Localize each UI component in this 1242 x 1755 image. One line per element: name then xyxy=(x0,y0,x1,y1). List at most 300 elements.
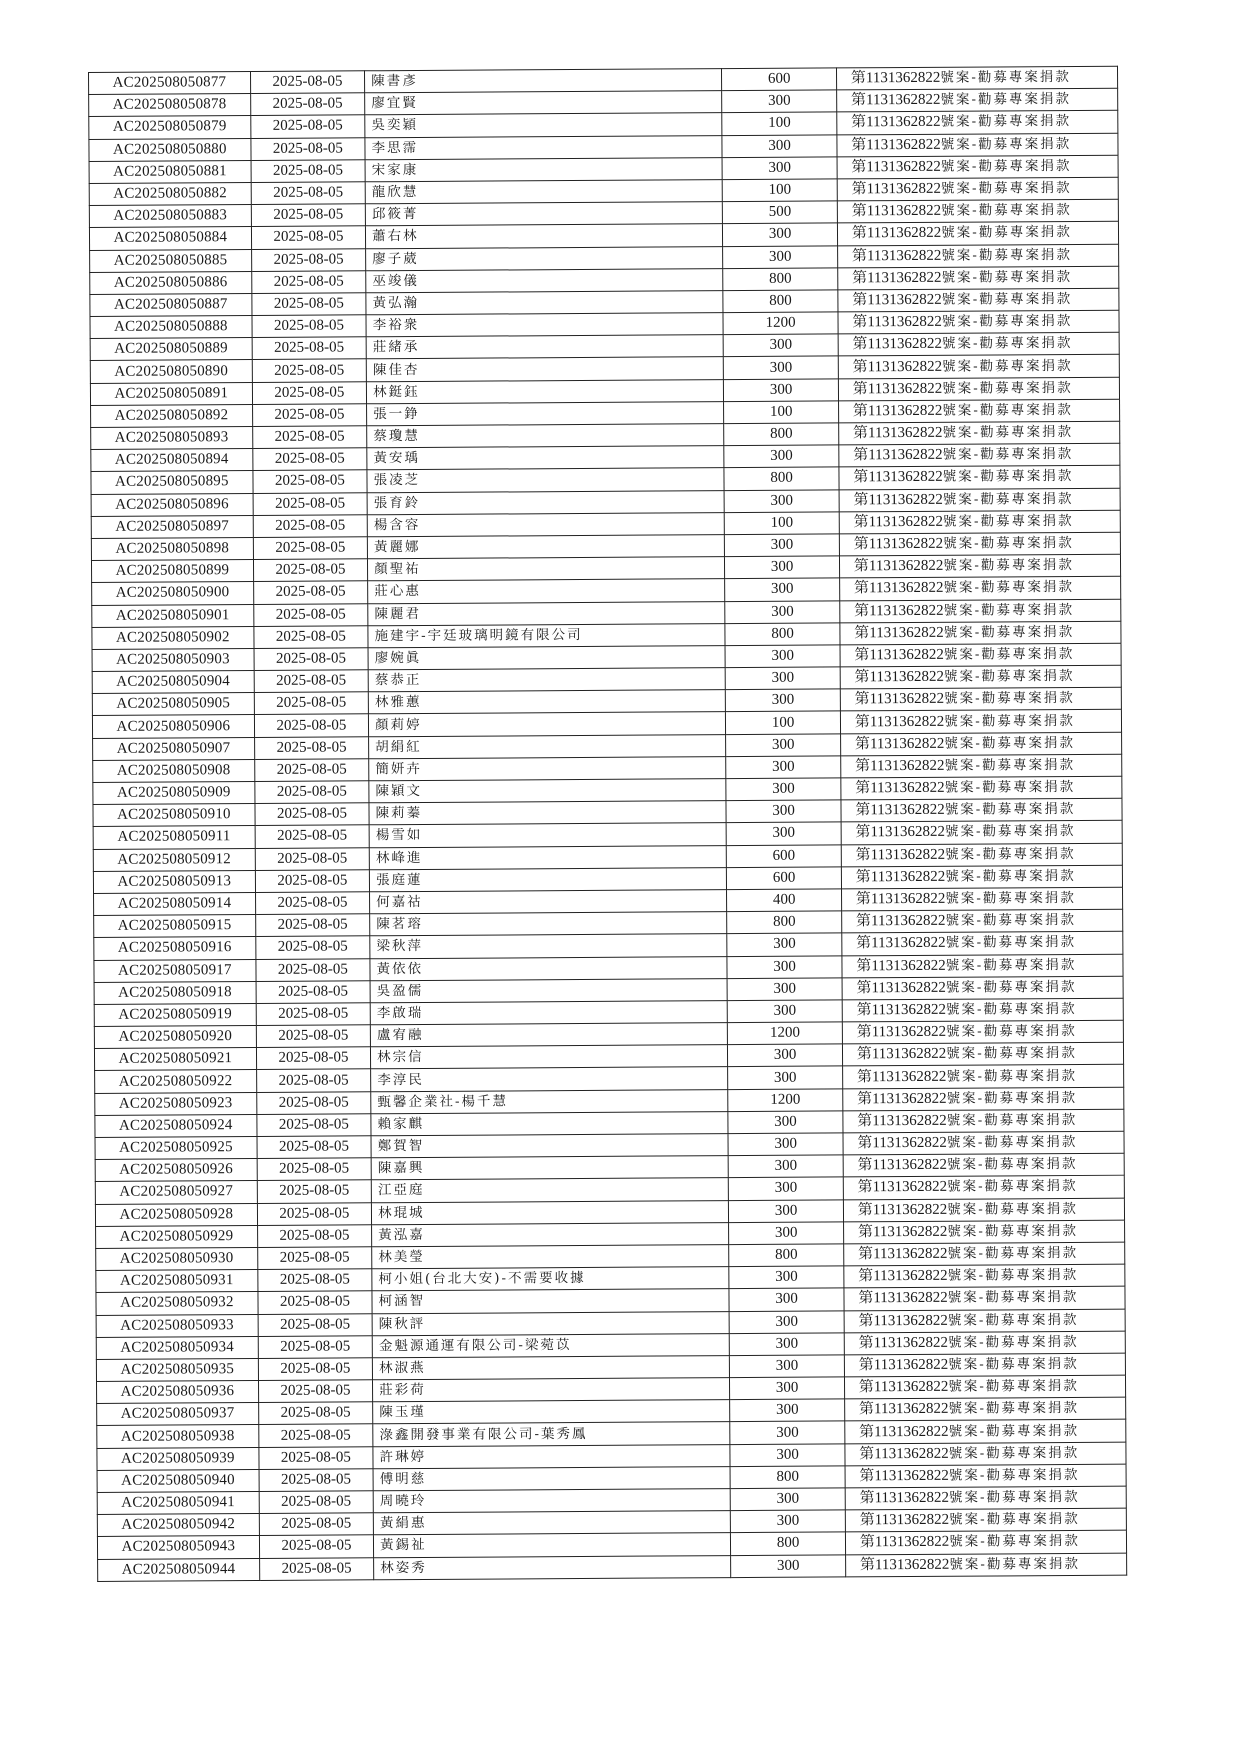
date-cell: 2025-08-05 xyxy=(252,315,367,338)
receipt-id-cell: AC202508050896 xyxy=(91,493,253,516)
description-cell xyxy=(845,1508,1126,1532)
receipt-id-cell: AC202508050935 xyxy=(96,1358,258,1381)
case-purpose: 號案-勸募專案捐款 xyxy=(940,157,1072,175)
case-number: 第1131362822 xyxy=(852,402,943,420)
description-cell xyxy=(844,1353,1125,1377)
case-purpose: 號案-勸募專案捐款 xyxy=(944,712,1075,730)
case-purpose: 號案-勸募專案捐款 xyxy=(943,668,1075,685)
donor-name-cell: 陳麗君 xyxy=(368,601,725,625)
case-number: 第1131362822 xyxy=(854,602,944,619)
amount-cell: 300 xyxy=(726,756,841,779)
receipt-id-cell: AC202508050934 xyxy=(96,1336,258,1359)
case-number: 第1131362822 xyxy=(856,1001,947,1019)
description-cell xyxy=(837,244,1118,268)
description-cell xyxy=(839,510,1120,534)
case-purpose: 號案-勸募專案捐款 xyxy=(948,1355,1079,1373)
date-cell: 2025-08-05 xyxy=(253,470,368,493)
receipt-id-cell: AC202508050940 xyxy=(97,1469,259,1492)
case-purpose: 號案-勸募專案捐款 xyxy=(947,1267,1079,1284)
case-number: 第1131362822 xyxy=(853,491,943,508)
date-cell: 2025-08-05 xyxy=(258,1380,373,1403)
description-cell xyxy=(837,177,1118,201)
case-purpose: 號案-勸募專案捐款 xyxy=(941,202,1072,220)
description-cell xyxy=(842,1020,1123,1044)
date-cell: 2025-08-05 xyxy=(255,870,370,893)
case-number: 第1131362822 xyxy=(855,824,945,841)
case-number: 第1131362822 xyxy=(852,269,942,287)
date-cell: 2025-08-05 xyxy=(259,1491,374,1514)
receipt-id-cell: AC202508050928 xyxy=(95,1203,257,1226)
case-purpose: 號案-勸募專案捐款 xyxy=(945,845,1076,863)
receipt-id-cell: AC202508050903 xyxy=(92,648,254,671)
receipt-id-cell: AC202508050889 xyxy=(90,338,252,361)
date-cell: 2025-08-05 xyxy=(253,581,368,604)
description-cell xyxy=(845,1553,1126,1577)
description-cell xyxy=(838,399,1119,423)
donor-name-cell: 江亞庭 xyxy=(371,1178,728,1202)
description-cell xyxy=(842,1042,1123,1066)
case-purpose: 號案-勸募專案捐款 xyxy=(943,645,1075,663)
case-number: 第1131362822 xyxy=(856,957,946,974)
donor-name-cell: 黃弘瀚 xyxy=(366,290,723,314)
donor-name-cell: 李思霈 xyxy=(365,135,722,159)
donor-name-cell: 龍欣慧 xyxy=(365,180,722,204)
description-cell xyxy=(845,1531,1126,1555)
receipt-id-cell: AC202508050942 xyxy=(97,1514,259,1537)
date-cell: 2025-08-05 xyxy=(258,1424,373,1447)
case-number: 第1131362822 xyxy=(850,92,941,109)
case-number: 第1131362822 xyxy=(855,868,946,886)
donor-name-cell: 楊雪如 xyxy=(369,823,726,847)
case-number: 第1131362822 xyxy=(859,1423,949,1440)
case-purpose: 號案-勸募專案捐款 xyxy=(943,579,1075,597)
receipt-id-cell: AC202508050936 xyxy=(96,1381,258,1404)
date-cell: 2025-08-05 xyxy=(250,71,365,94)
date-cell: 2025-08-05 xyxy=(258,1269,373,1292)
case-purpose: 號案-勸募專案捐款 xyxy=(949,1533,1080,1551)
date-cell: 2025-08-05 xyxy=(256,1091,371,1114)
date-cell: 2025-08-05 xyxy=(252,359,367,382)
amount-cell: 300 xyxy=(726,778,841,801)
date-cell: 2025-08-05 xyxy=(259,1469,374,1492)
case-purpose: 號案-勸募專案捐款 xyxy=(944,779,1076,796)
case-number: 第1131362822 xyxy=(857,1179,948,1196)
amount-cell: 100 xyxy=(725,512,840,535)
donor-name-cell: 施建宇-宇廷玻璃明鏡有限公司 xyxy=(368,623,725,647)
receipt-id-cell: AC202508050905 xyxy=(92,693,254,716)
case-number: 第1131362822 xyxy=(851,225,942,242)
description-cell xyxy=(838,355,1119,379)
date-cell: 2025-08-05 xyxy=(251,182,366,205)
receipt-id-cell: AC202508050899 xyxy=(91,560,253,583)
receipt-id-cell: AC202508050882 xyxy=(89,182,251,205)
amount-cell: 300 xyxy=(724,356,839,379)
description-cell xyxy=(836,88,1117,112)
receipt-id-cell: AC202508050944 xyxy=(98,1558,260,1581)
amount-cell: 300 xyxy=(731,1488,846,1511)
receipt-id-cell: AC202508050929 xyxy=(96,1225,258,1248)
receipt-id-cell: AC202508050911 xyxy=(93,826,255,849)
case-purpose: 號案-勸募專案捐款 xyxy=(948,1489,1080,1506)
case-purpose: 號案-勸募專案捐款 xyxy=(945,978,1077,996)
donor-name-cell: 賴家麒 xyxy=(371,1111,728,1135)
donor-name-cell: 陳穎文 xyxy=(369,779,726,803)
amount-cell: 300 xyxy=(727,978,842,1001)
case-number: 第1131362822 xyxy=(853,580,944,597)
description-cell xyxy=(836,66,1117,90)
receipt-id-cell: AC202508050930 xyxy=(96,1247,258,1270)
case-purpose: 號案-勸募專案捐款 xyxy=(941,290,1073,308)
case-number: 第1131362822 xyxy=(855,779,945,797)
description-cell xyxy=(841,798,1122,822)
receipt-id-cell: AC202508050931 xyxy=(96,1270,258,1293)
donor-name-cell: 林琨城 xyxy=(372,1200,729,1224)
date-cell: 2025-08-05 xyxy=(253,492,368,515)
case-number: 第1131362822 xyxy=(856,1023,947,1041)
amount-cell: 300 xyxy=(723,245,838,268)
receipt-id-cell: AC202508050894 xyxy=(91,449,253,472)
case-number: 第1131362822 xyxy=(858,1312,948,1329)
date-cell: 2025-08-05 xyxy=(251,226,366,249)
date-cell: 2025-08-05 xyxy=(254,714,369,737)
amount-cell: 300 xyxy=(722,90,837,113)
donor-name-cell: 蔡瓊慧 xyxy=(367,424,724,448)
date-cell: 2025-08-05 xyxy=(259,1557,374,1580)
amount-cell: 800 xyxy=(723,290,838,313)
description-cell xyxy=(844,1331,1125,1355)
description-cell xyxy=(838,288,1119,312)
case-number: 第1131362822 xyxy=(850,69,941,87)
case-number: 第1131362822 xyxy=(853,535,944,553)
date-cell: 2025-08-05 xyxy=(258,1335,373,1358)
case-number: 第1131362822 xyxy=(859,1534,950,1551)
description-cell xyxy=(837,133,1118,157)
case-purpose: 號案-勸募專案捐款 xyxy=(947,1178,1078,1196)
description-cell xyxy=(841,865,1122,889)
description-cell xyxy=(843,1087,1124,1111)
date-cell: 2025-08-05 xyxy=(256,958,371,981)
date-cell: 2025-08-05 xyxy=(250,93,365,116)
amount-cell: 1200 xyxy=(723,312,838,335)
date-cell: 2025-08-05 xyxy=(254,759,369,782)
donor-name-cell: 蕭右林 xyxy=(366,224,723,248)
receipt-id-cell: AC202508050881 xyxy=(89,160,251,183)
case-purpose: 號案-勸募專案捐款 xyxy=(945,890,1076,907)
donor-name-cell: 黃泓嘉 xyxy=(372,1222,729,1246)
receipt-id-cell: AC202508050906 xyxy=(92,715,254,738)
date-cell: 2025-08-05 xyxy=(257,1136,372,1159)
donor-name-cell: 張育鈴 xyxy=(367,490,724,514)
receipt-id-cell: AC202508050912 xyxy=(93,848,255,871)
receipt-id-cell: AC202508050904 xyxy=(92,671,254,694)
donor-name-cell: 陳嘉興 xyxy=(371,1156,728,1180)
date-cell: 2025-08-05 xyxy=(253,448,368,471)
case-purpose: 號案-勸募專案捐款 xyxy=(948,1400,1080,1418)
amount-cell: 800 xyxy=(723,268,838,291)
date-cell: 2025-08-05 xyxy=(258,1291,373,1314)
case-purpose: 號案-勸募專案捐款 xyxy=(947,1200,1078,1218)
amount-cell: 300 xyxy=(728,1044,843,1067)
amount-cell: 100 xyxy=(722,112,837,135)
description-cell xyxy=(842,954,1123,978)
amount-cell: 300 xyxy=(725,645,840,668)
case-purpose: 號案-勸募專案捐款 xyxy=(944,690,1075,708)
description-cell xyxy=(845,1420,1126,1444)
case-number: 第1131362822 xyxy=(859,1445,949,1463)
case-purpose: 號案-勸募專案捐款 xyxy=(946,1156,1078,1174)
case-purpose: 號案-勸募專案捐款 xyxy=(940,113,1072,131)
date-cell: 2025-08-05 xyxy=(253,515,368,538)
receipt-id-cell: AC202508050907 xyxy=(93,737,255,760)
case-purpose: 號案-勸募專案捐款 xyxy=(942,401,1073,419)
case-number: 第1131362822 xyxy=(855,912,946,930)
donor-name-cell: 陳莉蓁 xyxy=(369,801,726,825)
donor-name-cell: 黃麗娜 xyxy=(367,535,724,559)
case-purpose: 號案-勸募專案捐款 xyxy=(940,135,1072,153)
amount-cell: 300 xyxy=(726,667,841,690)
donor-name-cell: 林淑燕 xyxy=(372,1355,729,1379)
case-number: 第1131362822 xyxy=(858,1267,948,1285)
receipt-id-cell: AC202508050916 xyxy=(94,937,256,960)
receipt-id-cell: AC202508050909 xyxy=(93,781,255,804)
amount-cell: 300 xyxy=(730,1377,845,1400)
receipt-id-cell: AC202508050892 xyxy=(91,404,253,427)
receipt-id-cell: AC202508050879 xyxy=(89,116,251,139)
case-number: 第1131362822 xyxy=(851,114,941,131)
date-cell: 2025-08-05 xyxy=(256,936,371,959)
date-cell: 2025-08-05 xyxy=(256,1003,371,1026)
date-cell: 2025-08-05 xyxy=(251,248,366,271)
case-number: 第1131362822 xyxy=(858,1334,949,1352)
donation-ledger-table xyxy=(88,66,1127,1582)
case-purpose: 號案-勸募專案捐款 xyxy=(941,268,1073,286)
date-cell: 2025-08-05 xyxy=(254,670,369,693)
description-cell xyxy=(841,754,1122,778)
description-cell xyxy=(845,1464,1126,1488)
case-purpose: 號案-勸募專案捐款 xyxy=(942,490,1074,508)
description-cell xyxy=(840,665,1121,689)
description-cell xyxy=(839,554,1120,578)
description-cell xyxy=(837,222,1118,246)
receipt-id-cell: AC202508050890 xyxy=(90,360,252,383)
donor-name-cell: 林雅蕙 xyxy=(368,690,725,714)
amount-cell: 300 xyxy=(730,1399,845,1422)
amount-cell: 800 xyxy=(724,467,839,490)
donor-name-cell: 李裕衆 xyxy=(366,313,723,337)
receipt-id-cell: AC202508050913 xyxy=(93,870,255,893)
case-number: 第1131362822 xyxy=(857,1223,948,1241)
description-cell xyxy=(844,1375,1125,1399)
donor-name-cell: 張凌芝 xyxy=(367,468,724,492)
case-purpose: 號案-勸募專案捐款 xyxy=(946,1111,1078,1129)
case-number: 第1131362822 xyxy=(854,691,945,708)
description-cell xyxy=(841,776,1122,800)
amount-cell: 300 xyxy=(724,489,839,512)
date-cell: 2025-08-05 xyxy=(253,559,368,582)
date-cell: 2025-08-05 xyxy=(254,625,369,648)
receipt-id-cell: AC202508050900 xyxy=(92,582,254,605)
description-cell xyxy=(838,421,1119,445)
date-cell: 2025-08-05 xyxy=(251,160,366,183)
case-purpose: 號案-勸募專案捐款 xyxy=(941,246,1073,264)
receipt-id-cell: AC202508050888 xyxy=(90,316,252,339)
donor-name-cell: 黃錫祉 xyxy=(374,1533,731,1557)
amount-cell: 300 xyxy=(722,157,837,180)
description-cell xyxy=(838,266,1119,290)
case-number: 第1131362822 xyxy=(857,1201,948,1218)
donor-name-cell: 黃絹惠 xyxy=(373,1511,730,1535)
donor-name-cell: 陳佳杏 xyxy=(366,357,723,381)
description-cell xyxy=(839,488,1120,512)
receipt-id-cell: AC202508050921 xyxy=(94,1048,256,1071)
case-purpose: 號案-勸募專案捐款 xyxy=(940,180,1072,197)
amount-cell: 300 xyxy=(724,445,839,468)
receipt-id-cell: AC202508050932 xyxy=(96,1292,258,1315)
donor-name-cell: 陳書彥 xyxy=(365,69,722,93)
case-number: 第1131362822 xyxy=(853,558,944,575)
description-cell xyxy=(840,687,1121,711)
case-purpose: 號案-勸募專案捐款 xyxy=(947,1222,1078,1240)
case-purpose: 號案-勸募專案捐款 xyxy=(943,623,1075,641)
date-cell: 2025-08-05 xyxy=(253,603,368,626)
amount-cell: 300 xyxy=(726,800,841,823)
donor-name-cell: 廖宜賢 xyxy=(365,91,722,115)
case-number: 第1131362822 xyxy=(857,1112,947,1130)
case-purpose: 號案-勸募專案捐款 xyxy=(946,1067,1078,1085)
donor-name-cell: 周曉玲 xyxy=(373,1489,730,1513)
case-number: 第1131362822 xyxy=(859,1489,950,1507)
receipt-id-cell: AC202508050910 xyxy=(93,804,255,827)
case-number: 第1131362822 xyxy=(852,313,942,331)
case-purpose: 號案-勸募專案捐款 xyxy=(944,823,1076,841)
case-number: 第1131362822 xyxy=(858,1356,949,1374)
amount-cell: 300 xyxy=(725,534,840,557)
donor-name-cell: 巫竣儀 xyxy=(366,268,723,292)
amount-cell: 300 xyxy=(727,955,842,978)
date-cell: 2025-08-05 xyxy=(254,692,369,715)
receipt-id-cell: AC202508050886 xyxy=(90,271,252,294)
amount-cell: 300 xyxy=(730,1421,845,1444)
description-cell xyxy=(840,643,1121,667)
donor-name-cell: 宋家康 xyxy=(365,157,722,181)
amount-cell: 300 xyxy=(729,1177,844,1200)
description-cell xyxy=(841,843,1122,867)
description-cell xyxy=(841,821,1122,845)
case-purpose: 號案-勸募專案捐款 xyxy=(946,1134,1078,1151)
case-number: 第1131362822 xyxy=(853,513,944,531)
amount-cell: 300 xyxy=(730,1355,845,1378)
receipt-id-cell: AC202508050884 xyxy=(89,227,251,250)
case-number: 第1131362822 xyxy=(851,158,941,176)
donor-name-cell: 莊彩荷 xyxy=(373,1378,730,1402)
donor-name-cell: 吳奕穎 xyxy=(365,113,722,137)
description-cell xyxy=(845,1442,1126,1466)
amount-cell: 300 xyxy=(729,1199,844,1222)
date-cell: 2025-08-05 xyxy=(252,426,367,449)
case-number: 第1131362822 xyxy=(851,203,942,220)
description-cell xyxy=(837,199,1118,223)
description-cell xyxy=(842,976,1123,1000)
case-purpose: 號案-勸募專案捐款 xyxy=(943,601,1075,619)
description-cell xyxy=(844,1397,1125,1421)
amount-cell: 300 xyxy=(730,1333,845,1356)
date-cell: 2025-08-05 xyxy=(253,537,368,560)
description-cell xyxy=(838,377,1119,401)
amount-cell: 300 xyxy=(728,1111,843,1134)
amount-cell: 300 xyxy=(728,1133,843,1156)
donor-name-cell: 張一錚 xyxy=(367,401,724,425)
donor-name-cell: 林峰進 xyxy=(369,845,726,869)
donor-name-cell: 楊含容 xyxy=(367,512,724,536)
case-purpose: 號案-勸募專案捐款 xyxy=(940,69,1071,86)
description-cell xyxy=(844,1287,1125,1311)
case-purpose: 號案-勸募專案捐款 xyxy=(946,1023,1077,1040)
case-purpose: 號案-勸募專案捐款 xyxy=(941,313,1073,330)
case-number: 第1131362822 xyxy=(858,1245,948,1263)
receipt-id-cell: AC202508050891 xyxy=(90,382,252,405)
donor-name-cell: 林鋌鈺 xyxy=(367,379,724,403)
donor-name-cell: 林姿秀 xyxy=(374,1555,731,1579)
amount-cell: 100 xyxy=(723,179,838,202)
case-number: 第1131362822 xyxy=(853,447,943,464)
amount-cell: 600 xyxy=(722,68,837,91)
description-cell xyxy=(842,1065,1123,1089)
case-purpose: 號案-勸募專案捐款 xyxy=(946,1089,1078,1107)
case-number: 第1131362822 xyxy=(855,757,945,775)
receipt-id-cell: AC202508050937 xyxy=(97,1403,259,1426)
description-cell xyxy=(843,1176,1124,1200)
amount-cell: 1200 xyxy=(728,1089,843,1112)
amount-cell: 800 xyxy=(725,623,840,646)
date-cell: 2025-08-05 xyxy=(256,1047,371,1070)
description-cell xyxy=(840,710,1121,734)
amount-cell: 300 xyxy=(724,379,839,402)
donor-name-cell: 顏莉婷 xyxy=(369,712,726,736)
case-number: 第1131362822 xyxy=(854,713,945,730)
case-purpose: 號案-勸募專案捐款 xyxy=(948,1444,1080,1462)
case-number: 第1131362822 xyxy=(854,646,944,664)
receipt-id-cell: AC202508050939 xyxy=(97,1447,259,1470)
description-cell xyxy=(843,1131,1124,1155)
case-purpose: 號案-勸募專案捐款 xyxy=(948,1466,1080,1484)
description-cell xyxy=(837,155,1118,179)
case-number: 第1131362822 xyxy=(852,380,943,398)
date-cell: 2025-08-05 xyxy=(257,1202,372,1225)
amount-cell: 300 xyxy=(729,1222,844,1245)
receipt-id-cell: AC202508050918 xyxy=(94,981,256,1004)
receipt-id-cell: AC202508050917 xyxy=(94,959,256,982)
receipt-id-cell: AC202508050927 xyxy=(95,1181,257,1204)
date-cell: 2025-08-05 xyxy=(255,803,370,826)
case-number: 第1131362822 xyxy=(856,979,946,997)
case-number: 第1131362822 xyxy=(855,890,946,908)
receipt-id-cell: AC202508050922 xyxy=(95,1070,257,1093)
amount-cell: 300 xyxy=(725,600,840,623)
amount-cell: 300 xyxy=(731,1510,846,1533)
date-cell: 2025-08-05 xyxy=(256,1069,371,1092)
date-cell: 2025-08-05 xyxy=(250,115,365,138)
donor-name-cell: 廖子葳 xyxy=(366,246,723,270)
receipt-id-cell: AC202508050880 xyxy=(89,138,251,161)
amount-cell: 300 xyxy=(727,933,842,956)
case-purpose: 號案-勸募專案捐款 xyxy=(942,424,1074,441)
receipt-id-cell: AC202508050926 xyxy=(95,1159,257,1182)
date-cell: 2025-08-05 xyxy=(251,137,366,160)
donor-name-cell: 柯涵智 xyxy=(372,1289,729,1313)
amount-cell: 300 xyxy=(730,1444,845,1467)
description-cell xyxy=(839,466,1120,490)
date-cell: 2025-08-05 xyxy=(259,1535,374,1558)
